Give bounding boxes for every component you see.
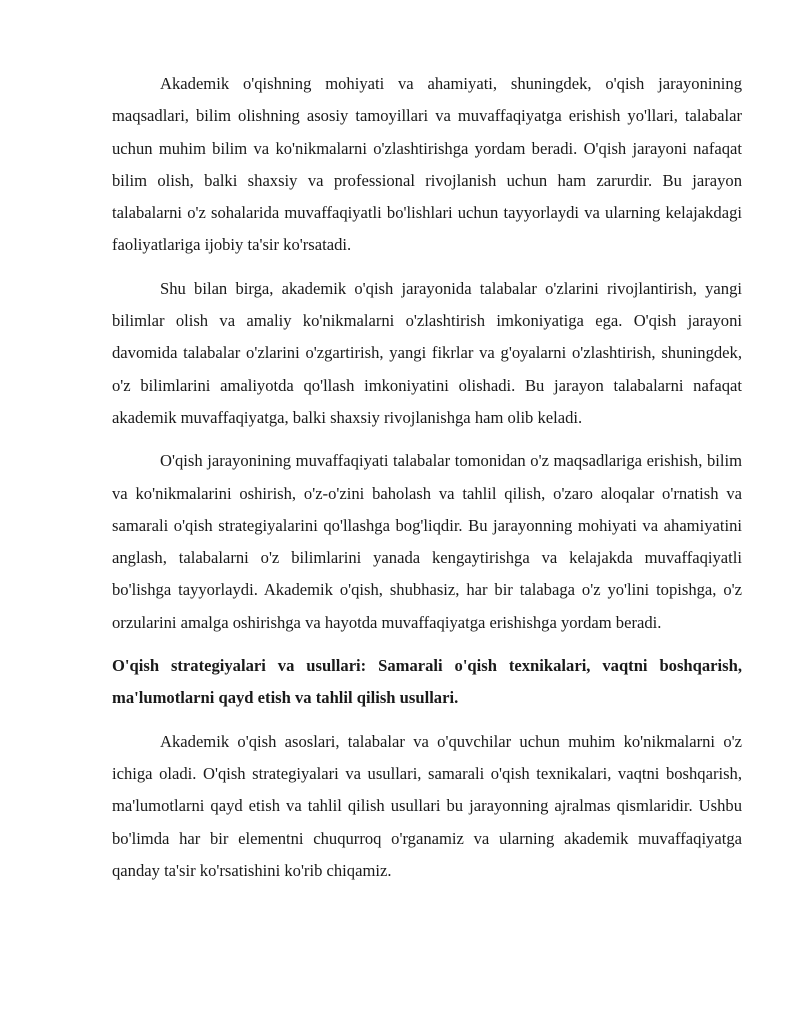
- section-heading: O'qish strategiyalari va usullari: Samarali o'qish texnikalari, vaqtni boshqarish, ma'lumotlarni qayd etish va tahlil qilish usullari.: [112, 656, 742, 708]
- document-page: [112, 68, 742, 898]
- body-paragraph-3: O'qish jarayonining muvaffaqiyati talabalar tomonidan o'z maqsadlariga erishish, bilim va ko'nikmalarini oshirish, o'z-o'zini baholash va tahlil qilish, o'zaro aloqalar o'rnatish va samarali o'qish strategiyalarini qo'llashga bog'liqdir. Bu jarayonning mohiyati va ahamiyatini anglash, talabalarni o'z bilimlarini yanada kengaytirishga va kelajakda muvaffaqiyatli bo'lishga tayyorlaydi. Akademik o'qish, shubhasiz, har bir talabaga o'z yo'lini topishga, o'z orzularini amalga oshirishga va hayotda muvaffaqiyatga erishishga yordam beradi.: [112, 451, 742, 632]
- body-paragraph-4: Akademik o'qish asoslari, talabalar va o'quvchilar uchun muhim ko'nikmalarni o'z ichiga oladi. O'qish strategiyalari va usullari, samarali o'qish texnikalari, vaqtni boshqarish, ma'lumotlarni qayd etish va tahlil qilish usullari bu jarayonning ajralmas qismlaridir. Ushbu bo'limda har bir elementni chuqurroq o'rganamiz va ularning akademik muvaffaqiyatga qanday ta'sir ko'rsatishini ko'rib chiqamiz.: [112, 731, 742, 880]
- body-paragraph-2: Shu bilan birga, akademik o'qish jarayonida talabalar o'zlarini rivojlantirish, yangi bilimlar olish va amaliy ko'nikmalarni o'zlashtirish imkoniyatiga ega. O'qish jarayoni davomida talabalar o'zlarini o'zgartirish, yangi fikrlar va g'oyalarni o'zlashtirish, shuningdek, o'z bilimlarini amaliyotda qo'llash imkoniyatini olishadi. Bu jarayon talabalarni nafaqat akademik muvaffaqiyatga, balki shaxsiy rivojlanishga ham olib keladi.: [112, 278, 742, 427]
- body-paragraph-1: Akademik o'qishning mohiyati va ahamiyati, shuningdek, o'qish jarayonining maqsadlari, bilim olishning asosiy tamoyillari va muvaffaqiyatga erishish yo'llari, talabalar uchun muhim bilim va ko'nikmalarni o'zlashtirishga yordam beradi. O'qish jarayoni nafaqat bilim olish, balki shaxsiy va professional rivojlanish uchun ham zarurdir. Bu jarayon talabalarni o'z sohalarida muvaffaqiyatli bo'lishlari uchun tayyorlaydi va ularning kelajakdagi faoliyatlariga ijobiy ta'sir ko'rsatadi.: [112, 74, 742, 255]
